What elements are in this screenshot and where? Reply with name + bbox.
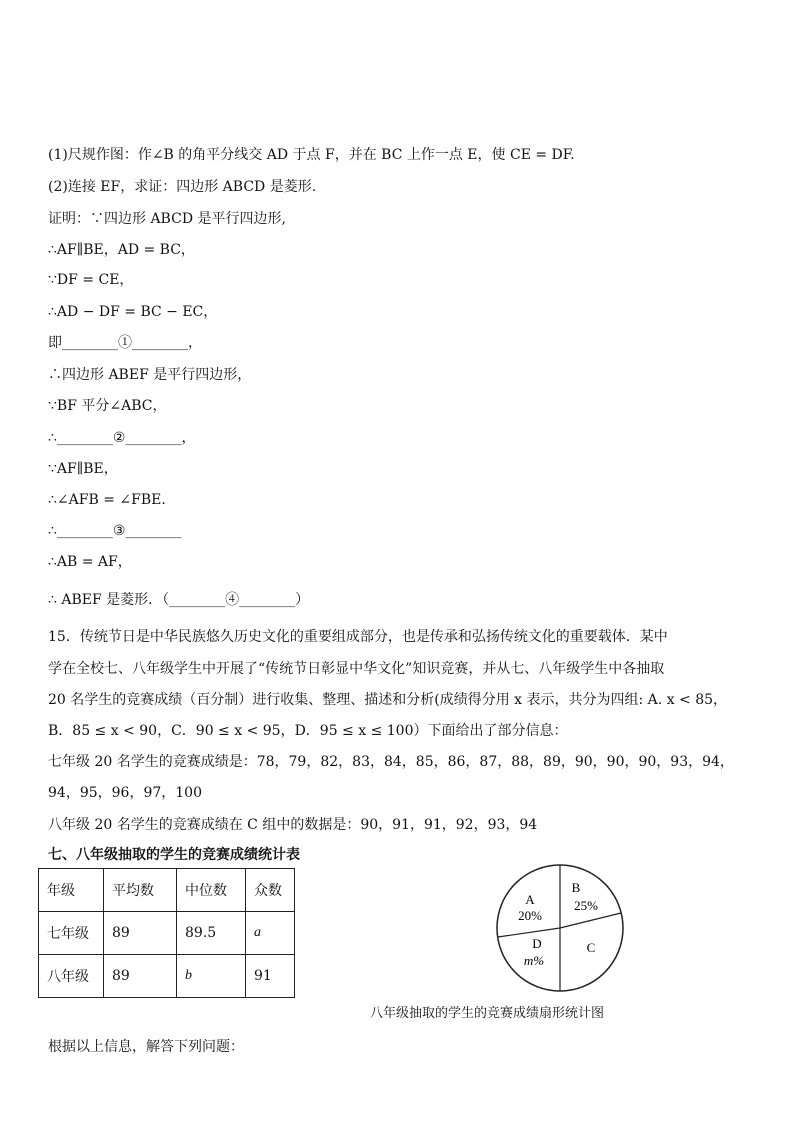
text-line: (1)尺规作图：作∠B 的角平分线交 AD 于点 F，并在 BC 上作一点 E，使 CE = DF.: [48, 147, 575, 163]
table-cell: 七年级: [39, 912, 104, 955]
table-header-row: [39, 869, 295, 912]
slice-label-a: A: [525, 892, 535, 907]
slice-label-d: D: [532, 936, 542, 951]
table-row: [39, 955, 295, 998]
table-cell: b: [177, 955, 246, 998]
text-line: ∴________③________: [48, 523, 182, 539]
text-line: ∴四边形 ABEF 是平行四边形，: [48, 367, 252, 383]
text-line: 八年级 20 名学生的竞赛成绩在 C 组中的数据是：90，91，91，92，93，94: [48, 817, 538, 833]
table-header-cell: 众数: [246, 869, 295, 912]
text-line: 证明：∵四边形 ABCD 是平行四边形,: [48, 211, 286, 227]
slice-value-d: m%: [523, 953, 545, 968]
text-line: 七、八年级抽取的学生的竞赛成绩统计表: [48, 847, 300, 863]
text-line: (2)连接 EF，求证：四边形 ABCD 是菱形.: [48, 179, 317, 195]
table-cell: a: [246, 912, 295, 955]
text-line: 20 名学生的竞赛成绩（百分制）进行收集、整理、描述和分析(成绩得分用 x 表示，共分为四组: A. x < 85，: [48, 692, 728, 708]
table-cell: 89.5: [177, 912, 246, 955]
text-line: 学在全校七、八年级学生中开展了“传统节日彰显中华文化”知识竞赛，并从七、八年级学生中各抽取: [48, 661, 665, 677]
table-row: [39, 912, 295, 955]
text-line: ∴________②________，: [48, 430, 196, 446]
table-header-cell: 中位数: [177, 869, 246, 912]
table-header-cell: 平均数: [104, 869, 177, 912]
slice-label-b: B: [571, 880, 581, 895]
text-line: 94，95，96，97，100: [48, 785, 202, 801]
text-line: 15．传统节日是中华民族悠久历史文化的重要组成部分，也是传承和弘扬传统文化的重要载体．某中: [48, 629, 668, 645]
text-line: B．85 ≤ x < 90，C．90 ≤ x < 95，D．95 ≤ x ≤ 100）下面给出了部分信息：: [48, 723, 568, 739]
slice-value-b: 25%: [574, 898, 598, 913]
text-line: ∵DF = CE，: [48, 272, 134, 288]
text-line: 根据以上信息，解答下列问题：: [48, 1039, 244, 1055]
text-line: ∴ ABEF 是菱形．（________④________）: [48, 592, 310, 608]
table-cell: 89: [104, 912, 177, 955]
text-line: ∴AB = AF，: [48, 554, 132, 570]
text-line: ∵BF 平分∠ABC，: [48, 398, 167, 414]
pie-divider: [560, 913, 621, 928]
text-line: ∴AF∥BE，AD = BC，: [48, 242, 195, 258]
table-header-cell: 年级: [39, 869, 104, 912]
text-line: ∴∠AFB = ∠FBE.: [48, 492, 166, 508]
pie-divider: [498, 928, 560, 937]
text-line: 即________①________，: [48, 335, 202, 351]
table-cell: 八年级: [39, 955, 104, 998]
text-line: 七年级 20 名学生的竞赛成绩是：78，79，82，83，84，85，86，87，88，89，90，90，90，93，94，: [48, 754, 734, 770]
table-cell: 89: [104, 955, 177, 998]
slice-label-c: C: [586, 940, 596, 955]
text-line: ∴AD − DF = BC − EC，: [48, 304, 218, 320]
pie-caption: 八年级抽取的学生的竞赛成绩扇形统计图: [370, 1006, 605, 1021]
table-cell: 91: [246, 955, 295, 998]
text-line: ∵AF∥BE，: [48, 461, 118, 477]
pie-chart: [490, 862, 630, 992]
slice-value-a: 20%: [518, 908, 542, 923]
stats-table: [38, 868, 295, 998]
